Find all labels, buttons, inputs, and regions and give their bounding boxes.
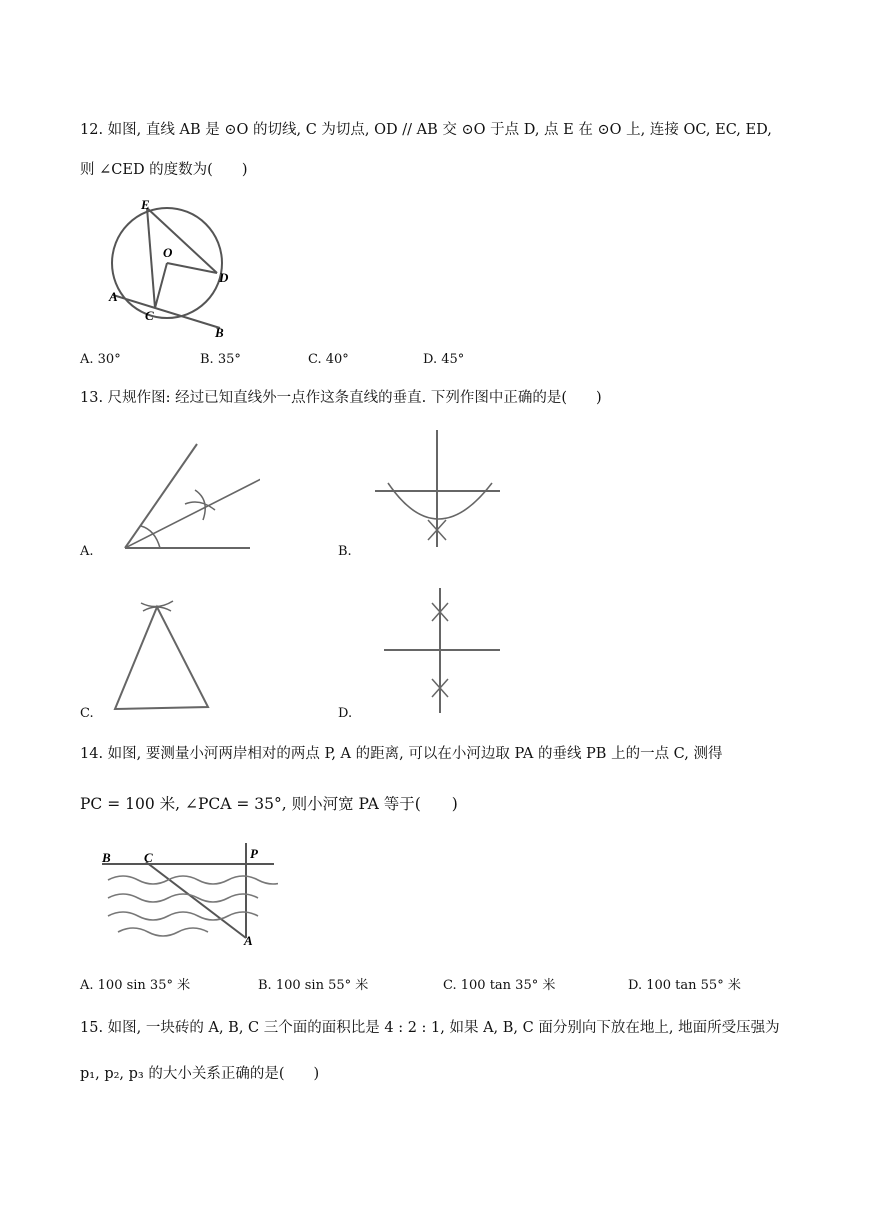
q13-option-a-label: A. xyxy=(80,544,94,559)
q15-stem-line1: 15. 如图, 一块砖的 A, B, C 三个面的面积比是 4 : 2 : 1, 如果 A, B, C 面分别向下放在地上, 地面所受压强为 xyxy=(80,1020,780,1036)
q14-wave-3 xyxy=(108,912,258,920)
q14-line-ca xyxy=(146,862,246,938)
q12-stem-line2: 则 ∠CED 的度数为( ) xyxy=(80,162,248,178)
q14-figure xyxy=(98,838,278,948)
q13-option-d-label: D. xyxy=(338,706,353,721)
q14-wave-2 xyxy=(108,894,258,902)
q13-stem: 13. 尺规作图: 经过已知直线外一点作这条直线的垂直. 下列作图中正确的是( ) xyxy=(80,390,602,406)
q12-line-od xyxy=(167,263,217,273)
q15-stem-line2: p₁, p₂, p₃ 的大小关系正确的是( ) xyxy=(80,1066,320,1082)
q14-option-b: B. 100 sin 55° 米 xyxy=(258,978,369,993)
q12-label-o: O xyxy=(163,245,173,260)
q12-label-e: E xyxy=(141,197,150,212)
q13-figure-c xyxy=(105,595,220,715)
q13-figure-d xyxy=(380,585,505,715)
q13-figure-a xyxy=(115,440,260,555)
q12-label-c: C xyxy=(145,308,154,323)
q14-stem-line2: PC = 100 米, ∠PCA = 35°, 则小河宽 PA 等于( ) xyxy=(80,795,458,813)
q13-figure-b xyxy=(370,425,505,550)
q14-option-d: D. 100 tan 55° 米 xyxy=(628,978,741,993)
q14-label-a: A xyxy=(244,933,253,948)
q14-wave-4 xyxy=(118,928,208,936)
q12-line-ab xyxy=(113,295,220,328)
q14-option-c: C. 100 tan 35° 米 xyxy=(443,978,556,993)
q12-line-ec xyxy=(147,208,155,308)
q12-line-oc xyxy=(155,263,167,308)
q12-label-b: B xyxy=(215,325,224,340)
q14-label-b: B xyxy=(102,850,111,865)
q14-wave-1 xyxy=(108,876,278,884)
q12-figure xyxy=(95,195,255,345)
q12-stem-line1: 12. 如图, 直线 AB 是 ⊙O 的切线, C 为切点, OD // AB 交 ⊙O 于点 D, 点 E 在 ⊙O 上, 连接 OC, EC, ED, xyxy=(80,122,772,138)
q12-option-c: C. 40° xyxy=(308,352,349,367)
q13-option-b-label: B. xyxy=(338,544,352,559)
q12-line-ed xyxy=(147,208,217,273)
q14-stem-line1: 14. 如图, 要测量小河两岸相对的两点 P, A 的距离, 可以在小河边取 PA 的垂线 PB 上的一点 C, 测得 xyxy=(80,746,723,762)
q12-label-d: D xyxy=(219,270,229,285)
q14-label-c: C xyxy=(144,850,153,865)
q12-option-d: D. 45° xyxy=(423,352,465,367)
q12-option-b: B. 35° xyxy=(200,352,241,367)
q13-option-c-label: C. xyxy=(80,706,94,721)
q14-option-a: A. 100 sin 35° 米 xyxy=(80,978,191,993)
q12-option-a: A. 30° xyxy=(80,352,121,367)
q14-label-p: P xyxy=(250,846,258,861)
q12-label-a: A xyxy=(109,289,118,304)
